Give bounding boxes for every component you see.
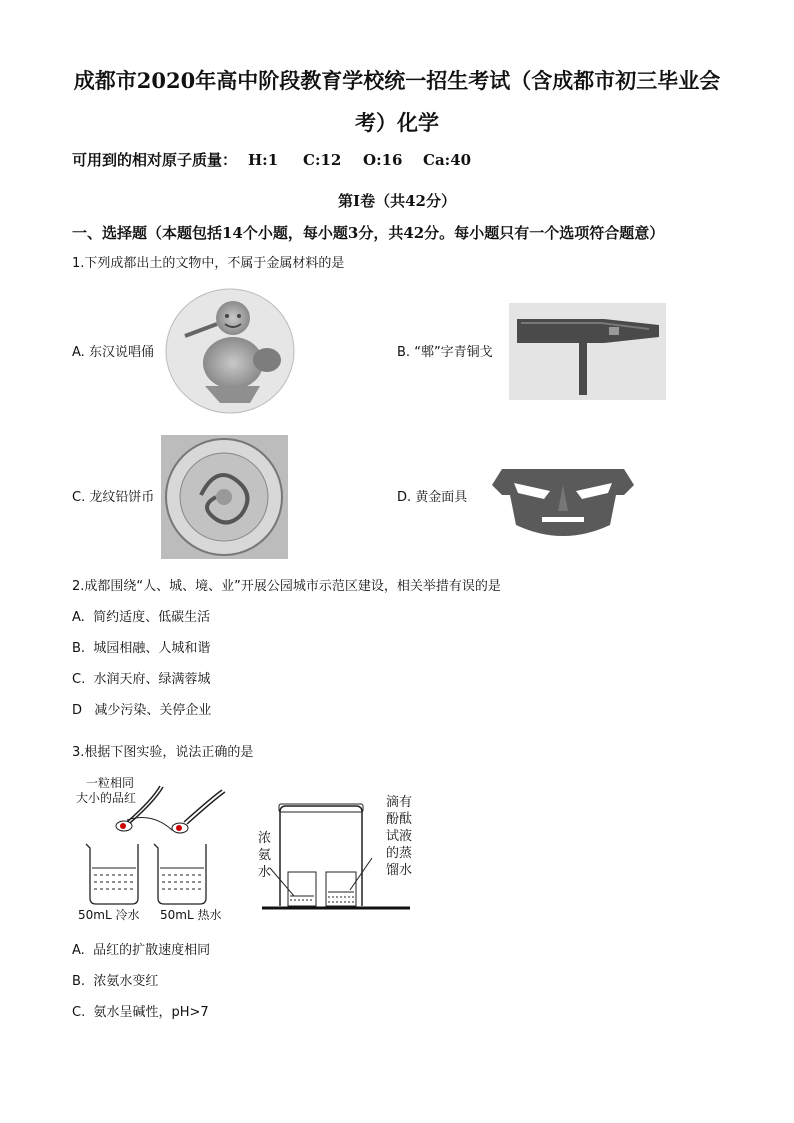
atomic-mass-o: O:16 [363, 151, 403, 169]
phenol-line: 馏水 [386, 863, 413, 878]
q3-stem: 3.根据下图实验，说法正确的是 [72, 745, 254, 760]
option-text: 东汉说唱俑 [88, 345, 154, 360]
option-text: 减少污染、关停企业 [94, 703, 212, 718]
phenol-line: 酚酞 [386, 812, 413, 827]
option-text: 氨水呈碱性，pH>7 [93, 1005, 209, 1020]
option-text: 城园相融、人城和谐 [93, 641, 211, 656]
option-text: 浓氨水变红 [93, 974, 159, 989]
q2-stem: 2.成都围绕“人、城、境、业”开展公园城市示范区建设，相关举措有误的是 [72, 579, 501, 594]
phenol-line: 试液 [386, 829, 413, 844]
option-letter: B. [72, 974, 86, 989]
option-letter: A. [72, 610, 85, 625]
option-letter: A. [72, 943, 85, 958]
beaker-cold-label: 50mL 冷水 [78, 908, 140, 922]
q2-option-b[interactable] [72, 640, 210, 658]
option-letter: B. [72, 641, 86, 656]
q3-option-c[interactable] [72, 1004, 209, 1022]
q3-option-b[interactable] [72, 973, 158, 991]
option-letter: A. [72, 345, 85, 360]
phenol-line: 滴有 [386, 795, 413, 810]
q2-option-c[interactable] [72, 671, 211, 689]
ammonia-label [258, 830, 271, 881]
part-title: 一、选择题（本题包括14个小题，每小题3分，共42分。每小题只有一个选项符合题意） [72, 224, 665, 242]
option-text: 水润天府、绿满蓉城 [93, 672, 211, 687]
bronze-dagger-axe-image [509, 303, 666, 400]
option-letter: D [72, 703, 83, 718]
option-letter: C. [72, 490, 86, 505]
option-text: 简约适度、低碳生活 [93, 610, 211, 625]
atomic-mass-ca: Ca:40 [423, 151, 472, 169]
q1-option-a[interactable] [72, 344, 154, 362]
atomic-mass-label: 可用到的相对原子质量： [72, 151, 238, 169]
ammonia-char: 水 [258, 865, 272, 880]
ammonia-char: 氨 [258, 848, 272, 863]
q2-option-a[interactable] [72, 609, 210, 627]
q2-option-d[interactable] [72, 702, 211, 720]
q1-option-b[interactable] [397, 344, 493, 362]
option-letter: C. [72, 672, 86, 687]
exam-title-line1: 成都市2020年高中阶段教育学校统一招生考试（含成都市初三毕业会 [73, 68, 721, 93]
option-letter: D. [397, 490, 412, 505]
q1-option-d[interactable] [397, 489, 467, 507]
q1-option-c[interactable] [72, 489, 154, 507]
option-letter: C. [72, 1005, 86, 1020]
q1-stem: 1.下列成都出土的文物中，不属于金属材料的是 [72, 256, 345, 271]
option-text: 品红的扩散速度相同 [93, 943, 211, 958]
atomic-mass-c: C:12 [303, 151, 342, 169]
exam-title-line2: 考）化学 [355, 110, 439, 135]
dye-label-line: 大小的品红 [76, 791, 137, 805]
option-text: “郫”字青铜戈 [414, 345, 493, 360]
beaker-hot-label: 50mL 热水 [160, 908, 222, 922]
q3-option-a[interactable] [72, 942, 210, 960]
dye-label [76, 776, 136, 806]
option-letter: B. [397, 345, 411, 360]
phenol-line: 的蒸 [386, 846, 413, 861]
volume-title: 第Ⅰ卷（共42分） [338, 192, 456, 210]
ammonia-char: 浓 [258, 831, 272, 846]
phenolphthalein-label [386, 794, 412, 879]
dragon-coin-image [161, 435, 288, 559]
clay-figurine-image [165, 288, 295, 414]
dye-label-line: 一粒相同 [86, 776, 135, 790]
option-text: 龙纹铅饼币 [89, 490, 155, 505]
atomic-mass-h: H:1 [248, 151, 279, 169]
option-text: 黄金面具 [415, 490, 468, 505]
gold-mask-image [484, 455, 642, 545]
